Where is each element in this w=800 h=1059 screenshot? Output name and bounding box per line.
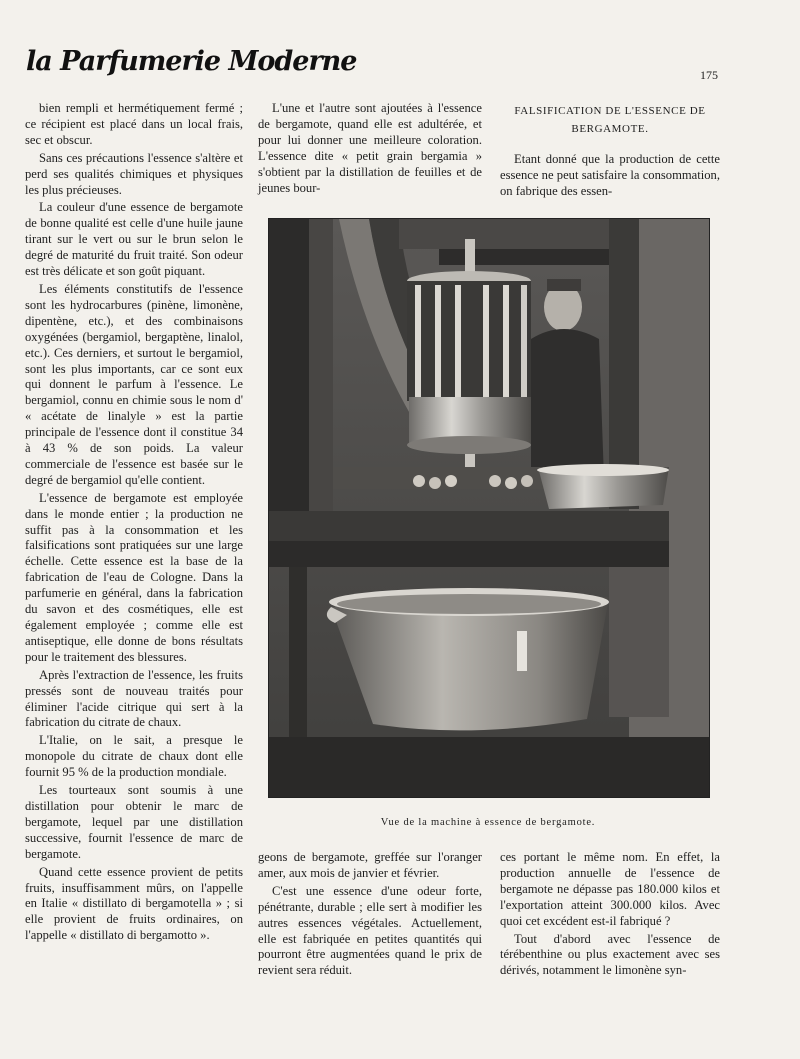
paragraph: Etant donné que la production de cette essence ne peut satisfaire la consommation, on fabrique des essen- [500,152,720,198]
paragraph: Les éléments constitutifs de l'essence sont les hydrocarbures (pinène, limonène, dipentène, etc.), et des combinaisons oxygénées (bergamiol, bergaptène, linalol, etc.). Ces derniers, et surtout le bergamiol, sont les plus importants, car ce sont eux qui donnent le parfum à l'essence. Le bergamiol, connu en chimie sous le nom d' « acétate de linalyle » est la partie principale de l'essence dont il constitue 34 à 43 % de son poids. La valeur commerciale de l'essence est basée sur le degré de bergamiol qu'elle contient. [25,281,243,487]
figure-caption: Vue de la machine à essence de bergamote. [380,817,596,828]
column-middle-bottom [258,850,482,979]
paragraph: Tout d'abord avec l'essence de térébenthine ou plus exactement avec ses dérivés, notamment le limonène syn- [500,931,720,978]
paragraph: L'Italie, on le sait, a presque le monopole du citrate de chaux dont elle fournit 95 % de la production mondiale. [25,733,243,780]
paragraph: C'est une essence d'une odeur forte, pénétrante, durable ; elle sert à modifier les autres essences végétales. Actuellement, elle est fabriquée en petites quantités qui pourront être augmentées quand le prix de revient sera réduit. [258,883,482,978]
section-heading: FALSIFICATION DE L'ESSENCE DE BERGAMOTE. [514,105,706,135]
paragraph: Sans ces précautions l'essence s'altère et perd ses qualités chimiques et physiques les plus précieuses. [25,150,243,197]
page-number: 175 [700,68,718,82]
column-middle-top [258,101,482,196]
machine-photograph [268,218,710,798]
paragraph: ces portant le même nom. En effet, la production annuelle de l'essence de bergamote ne dépasse pas 180.000 kilos et l'exportation atteint 300.000 kilos. Avec quoi cet excédent est-il fabriqué ? [500,850,720,928]
paragraph: Quand cette essence provient de petits fruits, insuffisamment mûrs, on l'appelle en Italie « distillato di bergamotella » ; si elle provient de fruits ordinaires, on l'appelle « distillato di bergamotto ». [25,864,243,943]
paragraph: L'une et l'autre sont ajoutées à l'essence de bergamote, quand elle est adultérée, et pour lui donner une meilleure coloration. L'essence dite « petit grain bergamia » s'obtient par la distillation de feuilles et de jeunes bour- [258,101,482,195]
bergamot-machine-illustration [269,219,709,797]
paragraph: Après l'extraction de l'essence, les fruits pressés sont de nouveau traités pour éliminer l'acide citrique qui sert à la fabrication du citrate de chaux. [25,667,243,730]
column-right-bottom [500,850,720,979]
paragraph: La couleur d'une essence de bergamote de bonne qualité est celle d'une huile jaune tirant sur le vert ou sur le brun selon le degré de maturité du fruit traité. Son odeur est très délicate et son goût piquant. [25,200,243,279]
paragraph: bien rempli et hermétiquement fermé ; ce récipient est placé dans un local frais, sec et obscur. [25,101,243,147]
paragraph: geons de bergamote, greffée sur l'oranger amer, aux mois de janvier et février. [258,850,482,880]
column-right-top [500,102,720,200]
magazine-logo: la Parfumerie Moderne [26,46,357,77]
column-left [25,101,243,944]
paragraph: L'essence de bergamote est employée dans le monde entier ; la production ne suffit pas à la consommation et les falsifications sont pratiquées sur une large échelle. Cette essence est la base de la fabrication de l'eau de Cologne. Dans la parfumerie en général, dans la fabrication du savon et des cosmétiques, elle est également employée ; comme elle est antiseptique, elle donne de bons résultats pour le traitement des blessures. [25,490,243,664]
paragraph: Les tourteaux sont soumis à une distillation pour obtenir le marc de bergamote, lequel par une distillation successive, fournit l'essence de marc de bergamote. [25,783,243,861]
